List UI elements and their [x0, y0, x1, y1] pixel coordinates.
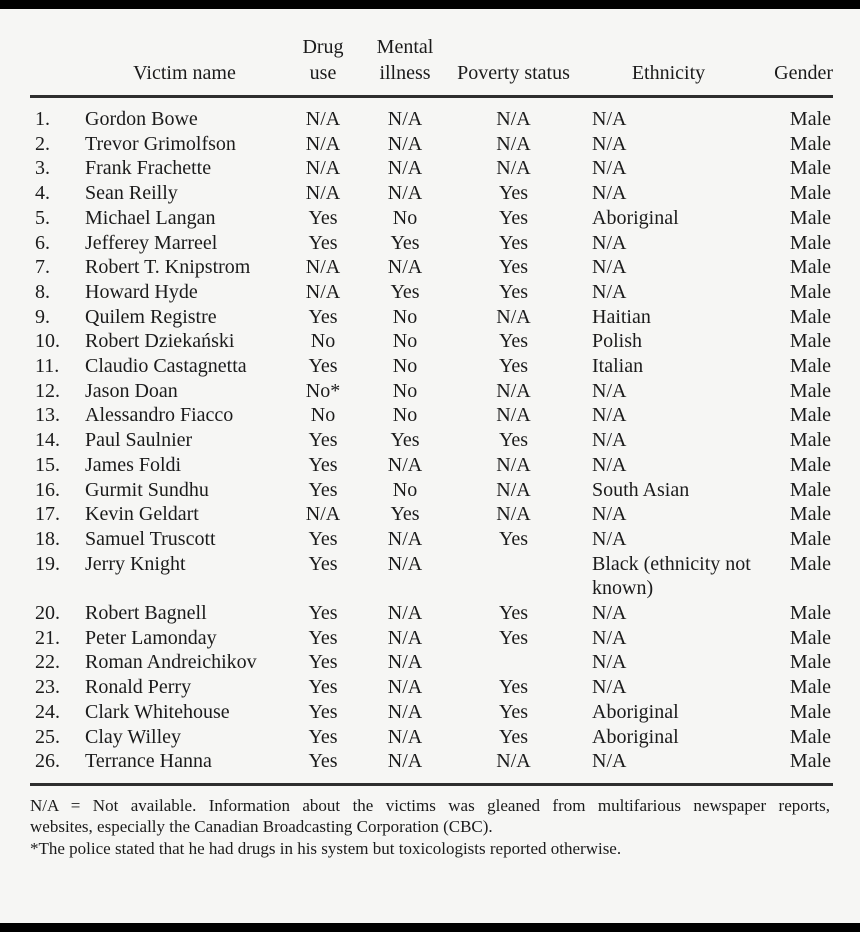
row-number-cell: 23. — [35, 676, 60, 699]
gender-cell: Male — [761, 749, 833, 784]
victim-name-cell: Jerry Knight — [85, 552, 186, 575]
poverty-status-cell — [451, 552, 576, 601]
victim-name-cell: Gurmit Sundhu — [85, 478, 209, 501]
poverty-status-cell: Yes — [498, 429, 529, 452]
letterbox-bottom-bar — [0, 923, 860, 932]
mental-illness-cell: N/A — [387, 700, 423, 723]
row-number-cell: 1. — [35, 108, 50, 130]
mental-illness-cell: N/A — [359, 749, 451, 784]
table-body — [30, 97, 833, 785]
row-number-cell: 11. — [35, 355, 60, 378]
header-drug-use-line1: Drug — [302, 36, 344, 58]
row-number-cell: 17. — [35, 503, 60, 526]
table-row — [30, 650, 833, 675]
row-number-cell: 12. — [35, 379, 60, 402]
ethnicity-cell: Aboriginal — [592, 206, 679, 229]
drug-use-cell: Yes — [308, 453, 338, 476]
ethnicity-cell: N/A — [592, 453, 627, 476]
header-mental-illness — [359, 34, 451, 97]
drug-use-cell: Yes — [308, 725, 338, 748]
table-row — [30, 280, 833, 305]
table-row — [30, 132, 833, 157]
table-row — [30, 206, 833, 231]
table-footnotes — [30, 795, 830, 860]
gender-cell: Male — [789, 157, 831, 180]
row-number-cell: 9. — [35, 305, 50, 328]
victim-name-cell: Trevor Grimolfson — [85, 132, 236, 155]
table-row — [30, 453, 833, 478]
poverty-status-cell: Yes — [498, 256, 529, 279]
table-row — [30, 552, 833, 601]
mental-illness-cell: Yes — [390, 429, 420, 452]
victim-name-cell: Quilem Registre — [85, 305, 217, 328]
gender-cell: Male — [789, 305, 831, 328]
table-row — [30, 181, 833, 206]
footnote-asterisk: *The police stated that he had drugs in his system but toxicologists reported otherwise. — [30, 838, 622, 858]
drug-use-cell: Yes — [308, 700, 338, 723]
gender-cell: Male — [789, 404, 831, 427]
table-row — [30, 403, 833, 428]
row-number-cell: 26. — [30, 749, 82, 784]
header-number — [30, 34, 82, 97]
row-number-cell: 10. — [35, 330, 60, 353]
gender-cell: Male — [789, 132, 831, 155]
gender-cell: Male — [789, 453, 831, 476]
victim-name-cell: Terrance Hanna — [82, 749, 287, 784]
victim-name-cell: Ronald Perry — [85, 676, 192, 699]
poverty-status-cell: N/A — [451, 749, 576, 784]
poverty-status-cell: Yes — [498, 280, 529, 303]
gender-cell: Male — [789, 429, 831, 452]
poverty-status-cell: N/A — [496, 453, 531, 476]
poverty-status-cell: Yes — [498, 231, 529, 254]
row-number-cell: 16. — [35, 478, 60, 501]
poverty-status-cell: Yes — [498, 602, 529, 625]
table-row — [30, 626, 833, 651]
ethnicity-cell: Italian — [592, 355, 644, 378]
ethnicity-cell: N/A — [592, 404, 627, 427]
table-row — [30, 700, 833, 725]
gender-cell: Male — [789, 651, 831, 674]
gender-cell: Male — [789, 256, 831, 279]
victim-name-cell: Peter Lamonday — [85, 626, 217, 649]
header-gender: Gender — [761, 34, 833, 97]
gender-cell: Male — [789, 330, 831, 353]
drug-use-cell: Yes — [308, 552, 338, 575]
mental-illness-cell: N/A — [387, 132, 423, 155]
row-number-cell: 19. — [35, 552, 60, 575]
table-row — [30, 478, 833, 503]
ethnicity-cell: N/A — [592, 108, 627, 130]
poverty-status-cell: Yes — [498, 700, 529, 723]
drug-use-cell: Yes — [308, 206, 338, 229]
ethnicity-cell: N/A — [592, 182, 627, 205]
drug-use-cell: No — [310, 404, 336, 427]
row-number-cell: 4. — [35, 182, 50, 205]
victim-name-cell: Frank Frachette — [85, 157, 212, 180]
mental-illness-cell: No — [392, 404, 418, 427]
gender-cell: Male — [789, 379, 831, 402]
gender-cell: Male — [789, 626, 831, 649]
poverty-status-cell: N/A — [496, 478, 531, 501]
gender-cell: Male — [789, 231, 831, 254]
victim-name-cell: Clay Willey — [85, 725, 182, 748]
mental-illness-cell: No — [392, 478, 418, 501]
row-number-cell: 8. — [35, 280, 50, 303]
ethnicity-cell: N/A — [592, 503, 627, 526]
victim-name-cell: Jason Doan — [85, 379, 178, 402]
drug-use-cell: Yes — [308, 626, 338, 649]
ethnicity-cell: N/A — [592, 379, 627, 402]
gender-cell: Male — [789, 676, 831, 699]
header-drug-use-line2: use — [309, 62, 337, 84]
mental-illness-cell: N/A — [387, 157, 423, 180]
row-number-cell: 20. — [35, 602, 60, 625]
row-number-cell: 14. — [35, 429, 60, 452]
mental-illness-cell: No — [392, 355, 418, 378]
ethnicity-cell: N/A — [592, 157, 627, 180]
victim-name-cell: Robert Dziekański — [85, 330, 235, 353]
poverty-status-cell — [451, 650, 576, 675]
victim-name-cell: Sean Reilly — [85, 182, 178, 205]
table-row — [30, 675, 833, 700]
gender-cell: Male — [789, 700, 831, 723]
drug-use-cell: N/A — [305, 280, 341, 303]
gender-cell: Male — [789, 108, 831, 130]
victim-name-cell: Robert T. Knipstrom — [85, 256, 251, 279]
ethnicity-cell: Haitian — [592, 305, 651, 328]
footnote-na-line1: N/A = Not available. Information about the victims was gleaned from multifarious newspaper reports, — [30, 795, 830, 815]
mental-illness-cell: N/A — [387, 256, 423, 279]
row-number-cell: 7. — [35, 256, 50, 279]
victim-name-cell: Robert Bagnell — [85, 602, 207, 625]
header-ethnicity: Ethnicity — [576, 34, 761, 97]
footnote-na-line2: websites, especially the Canadian Broadcasting Corporation (CBC). — [30, 817, 493, 837]
drug-use-cell: Yes — [308, 305, 338, 328]
ethnicity-cell: N/A — [592, 132, 627, 155]
drug-use-cell: Yes — [287, 749, 359, 784]
drug-use-cell: N/A — [305, 256, 341, 279]
drug-use-cell: Yes — [308, 231, 338, 254]
victim-name-cell: Jefferey Marreel — [85, 231, 218, 254]
table-row — [30, 231, 833, 256]
header-mental-illness-line2: illness — [379, 62, 431, 84]
drug-use-cell: Yes — [308, 602, 338, 625]
mental-illness-cell: N/A — [387, 651, 423, 674]
table-row — [30, 329, 833, 354]
victim-name-cell: Michael Langan — [85, 206, 216, 229]
victim-name-cell: Claudio Castagnetta — [85, 355, 247, 378]
poverty-status-cell: Yes — [498, 355, 529, 378]
ethnicity-cell: N/A — [592, 651, 627, 674]
poverty-status-cell: Yes — [498, 206, 529, 229]
gender-cell: Male — [789, 527, 831, 550]
gender-cell: Male — [789, 280, 831, 303]
mental-illness-cell: Yes — [390, 231, 420, 254]
ethnicity-cell: Aboriginal — [592, 725, 679, 748]
table-row — [30, 255, 833, 280]
victim-name-cell: Samuel Truscott — [85, 527, 216, 550]
mental-illness-cell: N/A — [387, 108, 423, 130]
poverty-status-cell: Yes — [498, 626, 529, 649]
mental-illness-cell: Yes — [390, 280, 420, 303]
victims-table — [30, 34, 833, 786]
drug-use-cell: Yes — [308, 676, 338, 699]
drug-use-cell: No — [310, 330, 336, 353]
table-row — [30, 601, 833, 626]
letterbox-top-bar — [0, 0, 860, 9]
ethnicity-cell: N/A — [592, 429, 627, 452]
ethnicity-cell: Aboriginal — [592, 700, 679, 723]
poverty-status-cell: N/A — [496, 108, 531, 130]
row-number-cell: 24. — [35, 700, 60, 723]
victim-name-cell: Howard Hyde — [85, 280, 198, 303]
drug-use-cell: Yes — [308, 651, 338, 674]
paper-table-page — [0, 9, 860, 859]
poverty-status-cell: Yes — [498, 676, 529, 699]
drug-use-cell: N/A — [305, 132, 341, 155]
ethnicity-cell: N/A — [592, 626, 627, 649]
victim-name-cell: James Foldi — [85, 453, 182, 476]
table-row — [30, 354, 833, 379]
table-row — [30, 749, 833, 784]
drug-use-cell: Yes — [308, 355, 338, 378]
header-victim-name: Victim name — [82, 34, 287, 97]
table-row — [30, 502, 833, 527]
gender-cell: Male — [789, 552, 831, 575]
drug-use-cell: Yes — [308, 429, 338, 452]
gender-cell: Male — [789, 602, 831, 625]
mental-illness-cell: N/A — [387, 527, 423, 550]
table-row — [30, 379, 833, 404]
ethnicity-cell: N/A — [592, 527, 627, 550]
drug-use-cell: Yes — [308, 478, 338, 501]
poverty-status-cell: N/A — [496, 157, 531, 180]
header-row — [30, 34, 833, 97]
victim-name-cell: Paul Saulnier — [85, 429, 193, 452]
ethnicity-cell: South Asian — [592, 478, 690, 501]
table-row — [30, 156, 833, 181]
drug-use-cell: No* — [305, 379, 341, 402]
ethnicity-cell: N/A — [592, 280, 627, 303]
header-mental-illness-line1: Mental — [376, 36, 434, 58]
row-number-cell: 2. — [35, 132, 50, 155]
gender-cell: Male — [789, 503, 831, 526]
row-number-cell: 18. — [35, 527, 60, 550]
ethnicity-cell: N/A — [592, 602, 627, 625]
header-poverty-status: Poverty status — [451, 34, 576, 97]
mental-illness-cell: Yes — [390, 503, 420, 526]
row-number-cell: 22. — [35, 651, 60, 674]
ethnicity-cell: N/A — [592, 256, 627, 279]
header-drug-use — [287, 34, 359, 97]
drug-use-cell: N/A — [305, 182, 341, 205]
ethnicity-cell: N/A — [592, 676, 627, 699]
row-number-cell: 3. — [35, 157, 50, 180]
victim-name-cell: Alessandro Fiacco — [85, 404, 234, 427]
table-row — [30, 725, 833, 750]
poverty-status-cell: N/A — [496, 404, 531, 427]
mental-illness-cell: N/A — [387, 725, 423, 748]
ethnicity-cell: N/A — [592, 231, 627, 254]
table-header — [30, 34, 833, 97]
poverty-status-cell: Yes — [498, 725, 529, 748]
victim-name-cell: Gordon Bowe — [85, 108, 198, 130]
victim-name-cell: Kevin Geldart — [85, 503, 199, 526]
poverty-status-cell: N/A — [496, 305, 531, 328]
table-row — [30, 527, 833, 552]
ethnicity-cell: Polish — [592, 330, 643, 353]
table-row — [30, 428, 833, 453]
mental-illness-cell: N/A — [387, 626, 423, 649]
mental-illness-cell: N/A — [387, 182, 423, 205]
poverty-status-cell: Yes — [498, 182, 529, 205]
drug-use-cell: Yes — [308, 527, 338, 550]
gender-cell: Male — [789, 725, 831, 748]
gender-cell: Male — [789, 206, 831, 229]
row-number-cell: 15. — [35, 453, 60, 476]
row-number-cell: 25. — [35, 725, 60, 748]
poverty-status-cell: N/A — [496, 379, 531, 402]
victim-name-cell: Roman Andreichikov — [85, 651, 257, 674]
mental-illness-cell: N/A — [387, 552, 423, 575]
table-row — [30, 305, 833, 330]
mental-illness-cell: No — [392, 330, 418, 353]
drug-use-cell: N/A — [305, 503, 341, 526]
poverty-status-cell: Yes — [498, 527, 529, 550]
mental-illness-cell: No — [392, 379, 418, 402]
ethnicity-cell: N/A — [576, 749, 761, 784]
ethnicity-cell: Black (ethnicity not known) — [592, 552, 751, 600]
row-number-cell: 6. — [35, 231, 50, 254]
mental-illness-cell: No — [392, 305, 418, 328]
mental-illness-cell: N/A — [387, 602, 423, 625]
poverty-status-cell: N/A — [496, 132, 531, 155]
victim-name-cell: Clark Whitehouse — [85, 700, 230, 723]
row-number-cell: 5. — [35, 206, 50, 229]
gender-cell: Male — [789, 478, 831, 501]
mental-illness-cell: N/A — [387, 676, 423, 699]
gender-cell: Male — [789, 182, 831, 205]
drug-use-cell: N/A — [305, 108, 341, 130]
poverty-status-cell: N/A — [496, 503, 531, 526]
gender-cell: Male — [789, 355, 831, 378]
poverty-status-cell: Yes — [498, 330, 529, 353]
row-number-cell: 21. — [35, 626, 60, 649]
row-number-cell: 13. — [35, 404, 60, 427]
table-row — [30, 97, 833, 132]
drug-use-cell: N/A — [305, 157, 341, 180]
mental-illness-cell: N/A — [387, 453, 423, 476]
mental-illness-cell: No — [392, 206, 418, 229]
